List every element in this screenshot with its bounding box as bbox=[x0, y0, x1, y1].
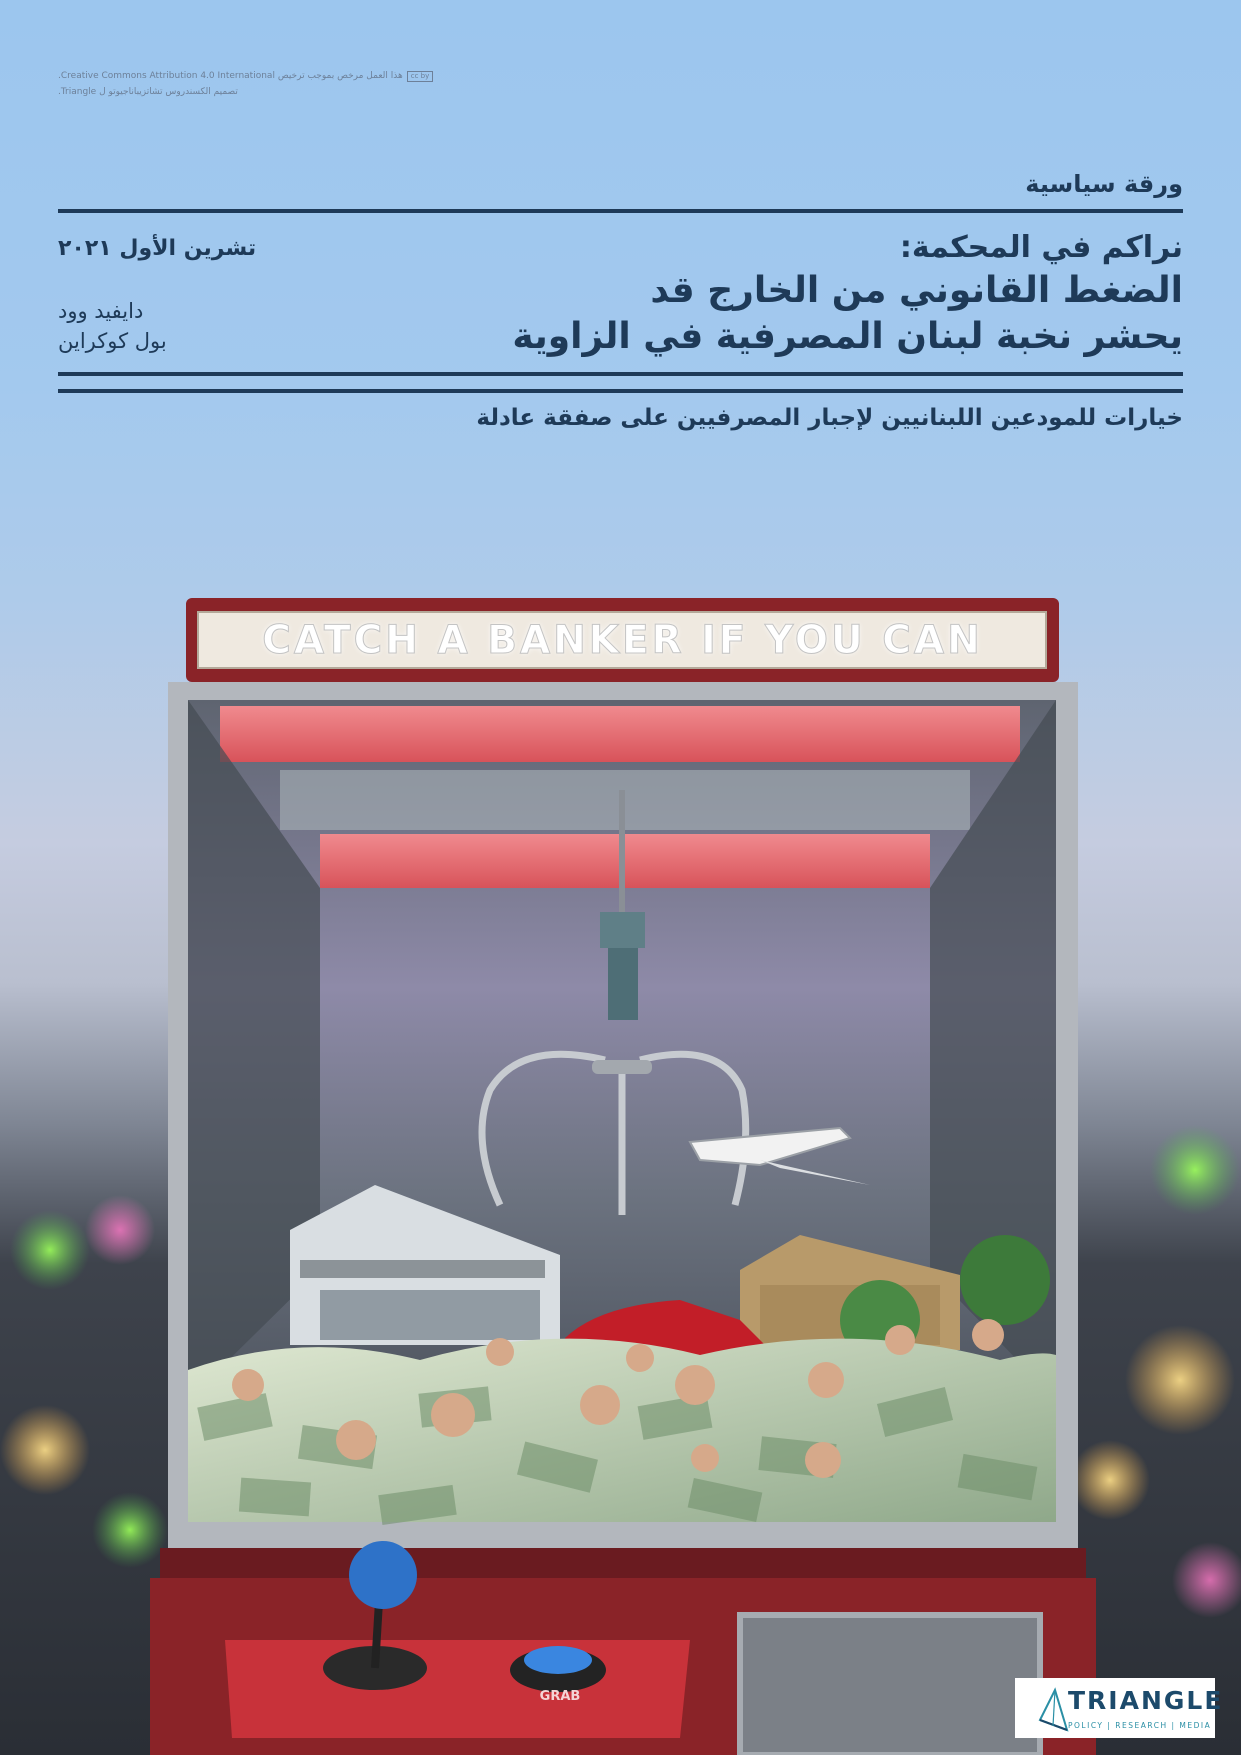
license-notice bbox=[58, 68, 478, 100]
brand-tagline: POLICY | RESEARCH | MEDIA bbox=[1068, 1721, 1212, 1730]
bokeh-light bbox=[0, 1405, 90, 1495]
page-title bbox=[423, 228, 1183, 360]
bokeh-light bbox=[1125, 1325, 1235, 1435]
bokeh-light bbox=[1070, 1440, 1150, 1520]
subtitle: خيارات للمودعين اللبنانيين لإجبار المصرفيين على صفقة عادلة bbox=[476, 405, 1183, 431]
author-name: بول كوكراين bbox=[58, 329, 167, 353]
grab-label: GRAB bbox=[539, 1689, 581, 1704]
control-deck-top bbox=[160, 1548, 1086, 1580]
brand-name: TRIANGLE bbox=[1068, 1686, 1224, 1715]
title-line-1: نراكم في المحكمة: bbox=[899, 230, 1183, 265]
title-line-2: الضغط القانوني من الخارج قد bbox=[650, 270, 1183, 311]
publication-date: تشرين الأول ٢٠٢١ bbox=[58, 236, 257, 261]
claw-head bbox=[600, 912, 645, 948]
villa-balcony bbox=[300, 1260, 545, 1278]
grab-button bbox=[524, 1646, 592, 1674]
bokeh-light bbox=[85, 1195, 155, 1265]
authors bbox=[58, 296, 298, 356]
bokeh-light bbox=[10, 1210, 90, 1290]
prize-door bbox=[740, 1615, 1040, 1755]
bottom-divider-second bbox=[58, 389, 1183, 393]
author-name: دايفيد وود bbox=[58, 299, 144, 323]
machine-banner: CATCH A BANKER IF YOU CAN bbox=[262, 618, 983, 663]
ceiling-light bbox=[220, 706, 1020, 762]
villa-windows bbox=[320, 1290, 540, 1340]
license-line-1: هذا العمل مرخص بموجب ترخيص Creative Commons Attribution 4.0 International. bbox=[58, 71, 403, 81]
cc-license-icon: cc by bbox=[407, 71, 434, 82]
document-type: ورقة سياسية bbox=[1025, 170, 1183, 198]
license-line-2: تصميم الكسندروس تشاتزيباناجيوتو ل Triangle. bbox=[58, 87, 238, 97]
claw-ring bbox=[592, 1060, 652, 1074]
bokeh-light bbox=[1172, 1542, 1241, 1618]
title-line-3: يحشر نخبة لبنان المصرفية في الزاوية bbox=[512, 316, 1183, 357]
bokeh-light bbox=[1150, 1125, 1240, 1215]
claw-machine-illustration bbox=[0, 580, 1241, 1755]
bokeh-light bbox=[92, 1492, 168, 1568]
claw-body bbox=[608, 948, 638, 1020]
top-divider bbox=[58, 209, 1183, 213]
bottom-divider bbox=[58, 372, 1183, 376]
joystick-ball bbox=[349, 1541, 417, 1609]
tree bbox=[960, 1235, 1050, 1325]
control-panel bbox=[225, 1640, 690, 1738]
